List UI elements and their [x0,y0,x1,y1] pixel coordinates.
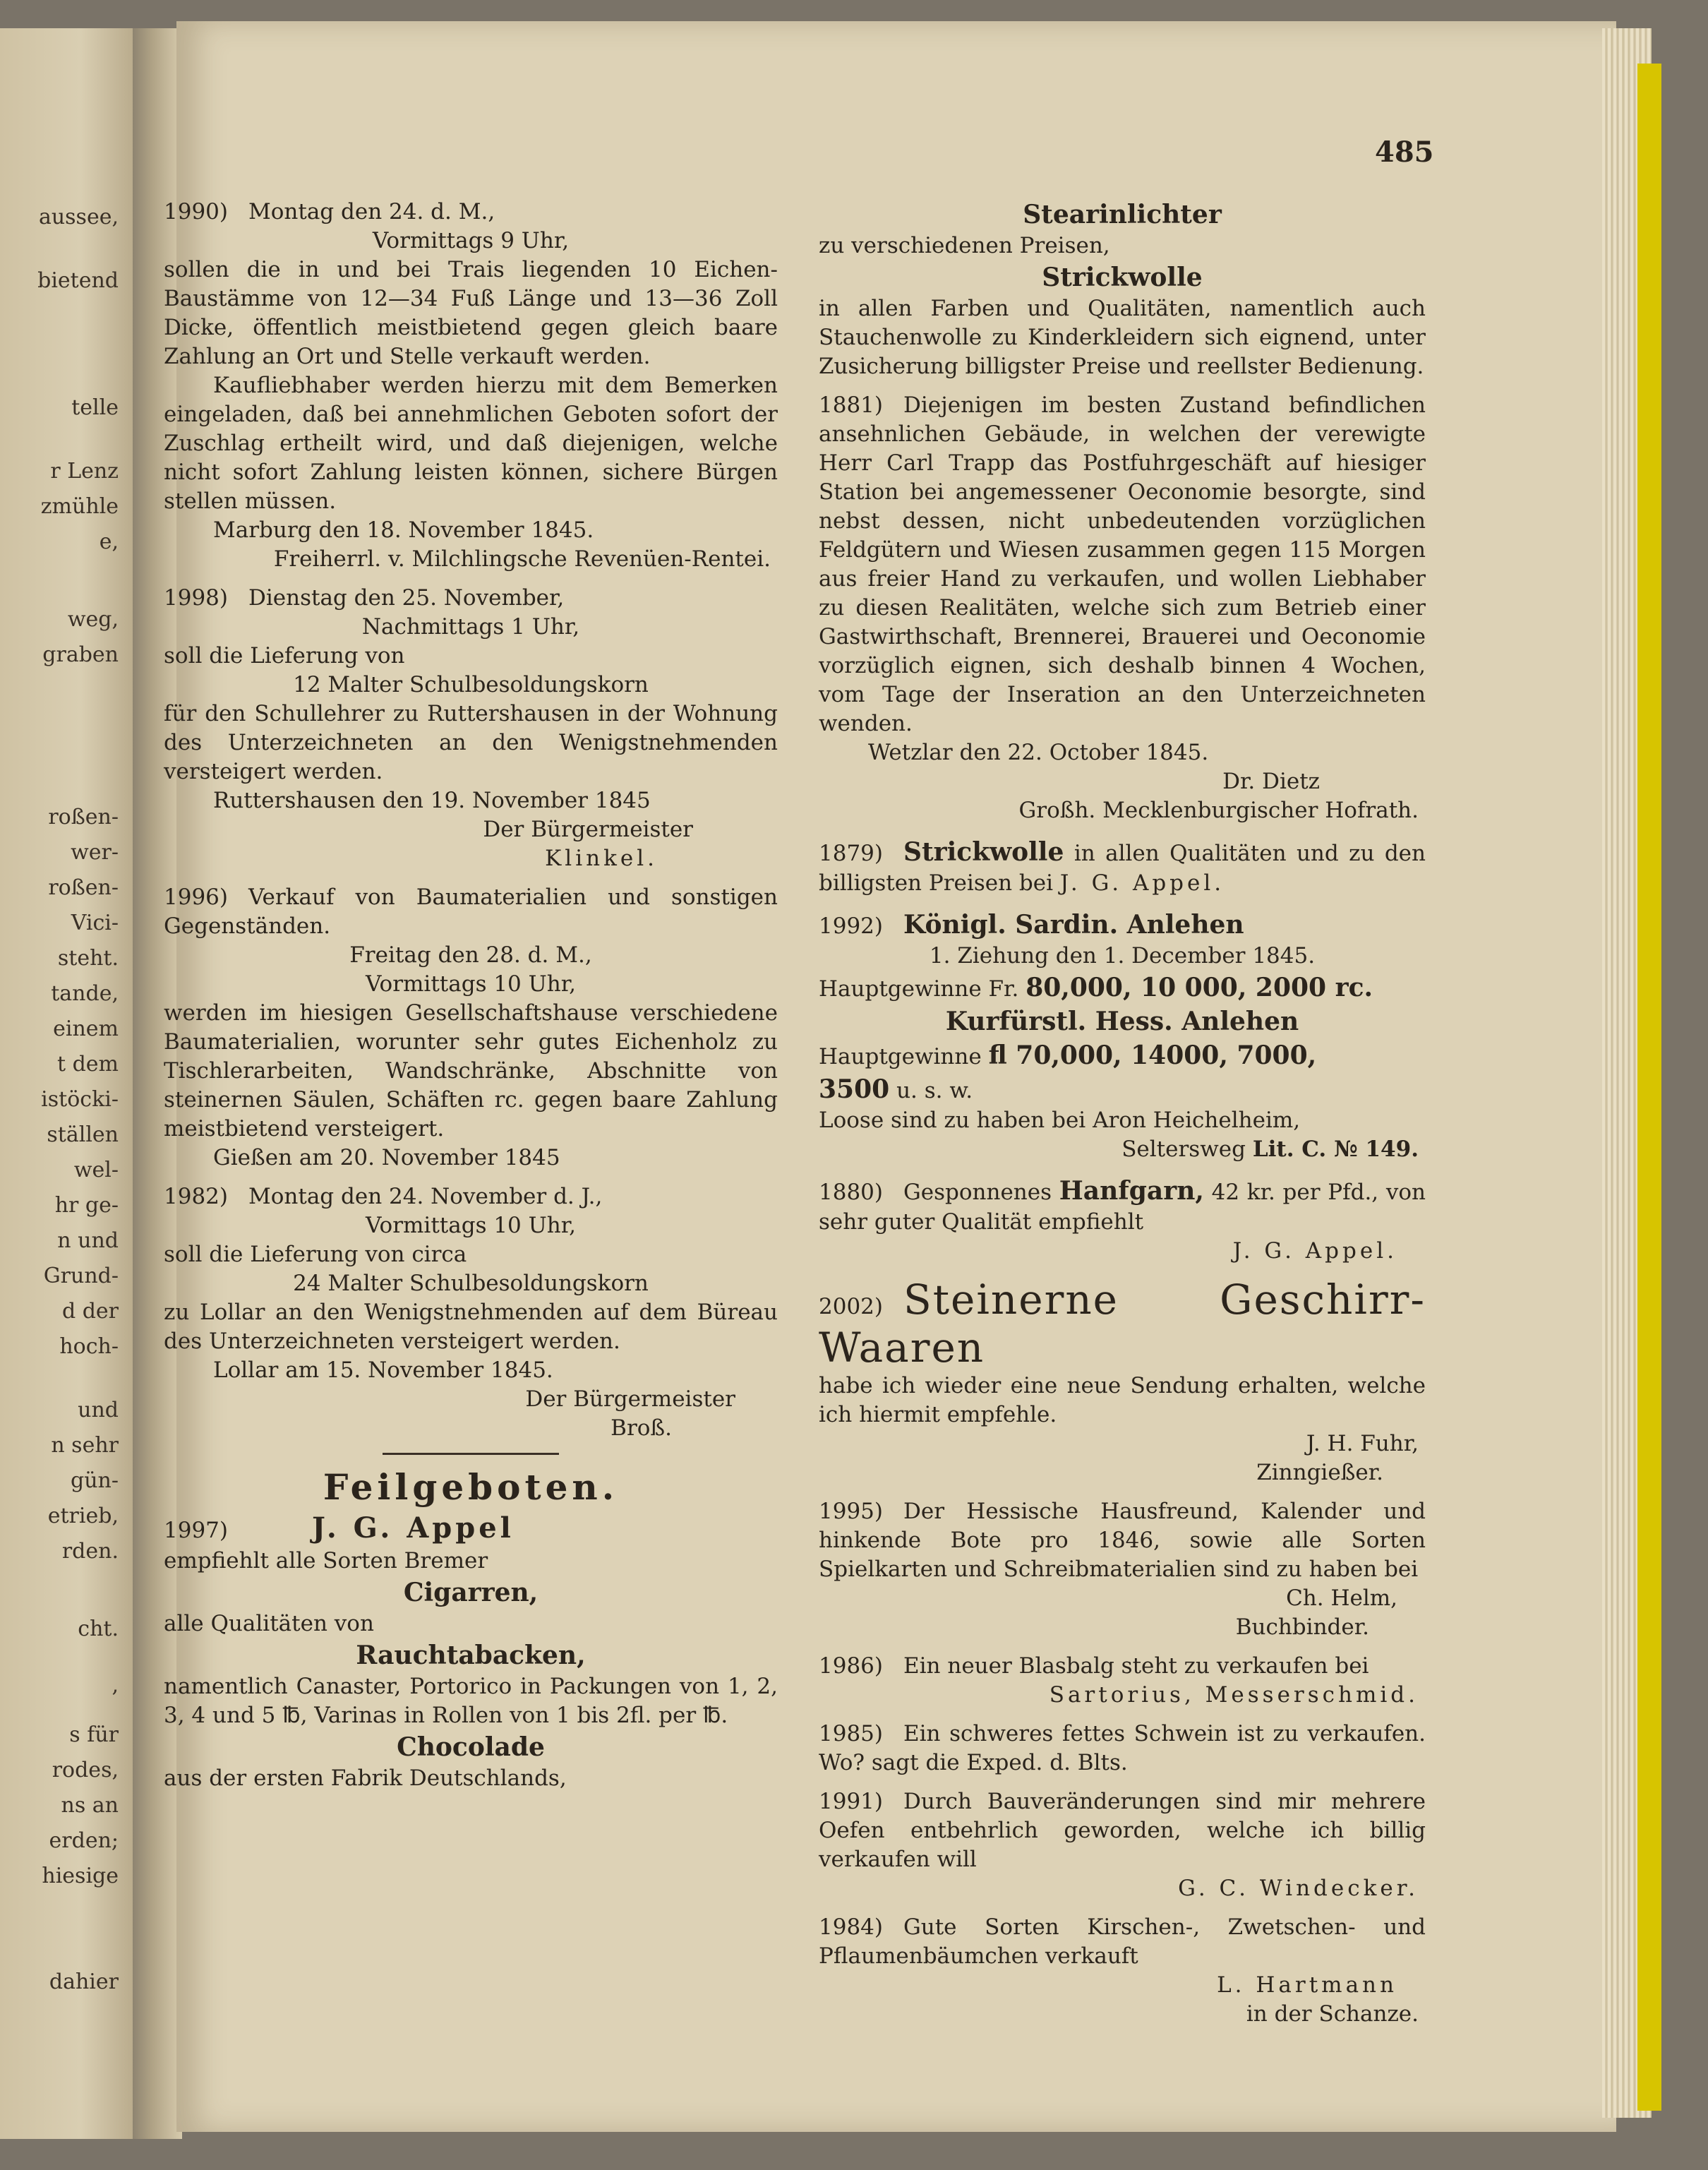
feilgeboten-heading: Feilgeboten. [323,1466,619,1508]
ad-1985: 1985) Ein schweres fettes Schwein ist zu verkaufen. Wo? sagt die Exped. d. Blts. [819,1721,1426,1775]
left-page-text-fragment: n sehr [51,1433,119,1458]
left-page-text-fragment: hiesige [42,1864,119,1888]
ad-1996-header: 1996) Verkauf von Baumaterialien und sonstigen Gegenständen. [164,885,778,939]
left-page-text-fragment: aussee, [38,205,119,229]
left-page-text-fragment: hr ge- [54,1193,119,1218]
left-page-text-fragment: roßen- [48,875,119,900]
ad-2002: 2002) Steinerne Geschirr-Waaren [819,1276,1426,1372]
left-page-text-fragment: e, [99,529,119,554]
left-page-text-fragment: istöcki- [41,1087,119,1112]
left-page-text-fragment: dahier [49,1970,119,1994]
left-page-text-fragment: zmühle [40,494,119,519]
ad-1881: 1881) Diejenigen im besten Zustand befindlichen ansehnlichen Gebäude, in welchen der verewigte Herr Carl Trapp das Postfuhrgeschäft auf hiesiger Station bei angemessener Oeconomie besorgte, sind nebst dessen, nicht unbedeutenden vorzüglichen Feldgütern und Wiesen zusammen gegen 115 Morgen aus freier Hand zu verkaufen, und wollen Liebhaber zu diesen Realitäten, welche sich zum Betrieb einer Gastwirthschaft, Brennerei, Brauerei und Oeconomie vorzüglich eignen, sich deshalb binnen 4 Wochen, vom Tage der Inseration an den Unterzeichneten wenden. [819,392,1426,736]
left-page-text-fragment: s für [69,1722,119,1747]
left-page-text-fragment: gün- [71,1468,119,1493]
left-page-text-fragment: rden. [61,1539,119,1564]
ad-1998-header: 1998) Dienstag den 25. November, [164,585,565,611]
left-page-text-fragment: steht. [57,946,119,971]
ad-1880: 1880) Gesponnenes Hanfgarn, 42 kr. per Pfd., von sehr guter Qualität empfiehlt [819,1176,1426,1235]
left-page-text-fragment: hoch- [59,1334,119,1359]
left-page-text-fragment: bietend [37,268,119,293]
left-page-fragment [0,28,134,2139]
left-page-text-fragment: erden; [49,1828,119,1853]
ad-1879: 1879) Strickwolle in allen Qualitäten und zu den billigsten Preisen bei J. G. Appel. [819,837,1426,896]
right-column: Stearinlichter zu verschiedenen Preisen, Strickwolle in allen Farben und Qualitäten, namentlich auch Stauchenwolle zu Kinderkleidern sich eignend, unter Zusicherung billigster Preise und reellster Bedienung. 1881) Diejenigen im besten Zustand befindlichen ansehnlichen Gebäude, in welchen der verewigte Herr Carl Trapp das Postfuhrgeschäft auf hiesiger Station bei angemessener Oeconomie besorgte, sind nebst dessen, nicht unbedeutenden vorzüglichen Feldgütern und Wiesen zusammen gegen 115 Morgen aus freier Hand zu verkaufen, und wollen Liebhaber zu diesen Realitäten, welche sich zum Betrieb einer Gastwirthschaft, Brennerei, Brauerei und Oeconomie vorzüglich eignen, sich deshalb binnen 4 Wochen, vom Tage der Inseration an den Unterzeichneten wenden. Wetzlar den 22. October 1845. Dr. Dietz Großh. Mecklenburgischer Hofrath. 1879) Strickwolle in allen Qualitäten und zu den billigsten Preisen bei J. G. Appel. 1992) Königl. Sardin. Anlehen 1. Ziehung den 1. December 1845. Hauptgewinne Fr. 80,000, 10 000, 2000 rc. Kurfürstl. Hess. Anlehen Hauptgewinne fl 70,000, 14000, 7000, 3500 u. s. w. Loose sind zu haben bei Aron Heichelheim, Seltersweg Lit. C. № 149. 1880) Gesponnenes Hanfgarn, 42 kr. per Pfd., von sehr guter Qualität empfiehlt J. G. Appel. 2002) Steinerne Geschirr-Waaren habe ich wieder eine neue Sendung erhalten, welche ich hiermit empfehle. J. H. Fuhr, Zinngießer. 1995) Der Hessische Hausfreund, Kalender und hinkende Bote pro 1846, sowie alle Sorten Spielkarten und Schreibmaterialien sind zu haben bei Ch. Helm, Buchbinder. 1986) Ein neuer Blasbalg steht zu verkaufen bei Sartorius, Messerschmid. 1985) Ein schweres fettes Schwein ist zu verkaufen. Wo? sagt die Exped. d. Blts. 1991) Durch Bauveränderungen sind mir mehrere Oefen entbehrlich geworden, welche ich billig verkaufen will G. C. Windecker. 1984) Gute Sorten Kirschen-, Zwetschen- und Pflaumenbäumchen verkauft L. Hartmann in der Schanze. [819,200,1426,2027]
left-page-text-fragment: r Lenz [50,459,119,484]
ad-1982-header: 1982) Montag den 24. November d. J., [164,1184,603,1209]
left-page-text-fragment: etrieb, [47,1504,119,1528]
ad-1997-header: 1997) J. G. Appel [164,1511,515,1545]
section-divider [383,1453,559,1455]
left-page-text-fragment: telle [71,395,119,420]
left-page-text-fragment: ns an [61,1793,119,1818]
left-page-text-fragment: t dem [57,1052,119,1077]
left-page-text-fragment: weg, [67,607,119,632]
book-edge-yellow [1637,64,1661,2111]
page-number: 485 [1375,136,1434,169]
ad-1991: 1991) Durch Bauveränderungen sind mir mehrere Oefen entbehrlich geworden, welche ich billig verkaufen will [819,1789,1426,1872]
left-page-text-fragment: wer- [71,840,119,865]
left-page-text-fragment: ställen [47,1122,119,1147]
ad-1990-header: 1990) Montag den 24. d. M., [164,199,495,224]
left-page-text-fragment: graben [42,642,119,667]
left-page-text-fragment: wel- [73,1158,119,1182]
left-page-text-fragment: und [78,1398,119,1422]
left-page-text-fragment: rodes, [52,1758,119,1782]
left-page-text-fragment: tande, [51,981,119,1006]
left-page-text-fragment: cht. [78,1617,119,1641]
ad-1984: 1984) Gute Sorten Kirschen-, Zwetschen- und Pflaumenbäumchen verkauft [819,1914,1426,1969]
left-page-text-fragment: einem [53,1017,119,1041]
ad-1995: 1995) Der Hessische Hausfreund, Kalender und hinkende Bote pro 1846, sowie alle Sorten Spielkarten und Schreibmaterialien sind zu haben bei [819,1499,1426,1582]
ad-1986: 1986) Ein neuer Blasbalg steht zu verkaufen bei [819,1653,1369,1679]
left-page-text-fragment: Vici- [71,911,119,935]
ad-1992: 1992) Königl. Sardin. Anlehen [819,910,1244,940]
left-page-text-fragment: Grund- [43,1264,119,1288]
left-page-text-fragment: d der [61,1299,119,1324]
left-page-text-fragment: , [112,1673,119,1698]
left-column: 1990) Montag den 24. d. M., Vormittags 9 Uhr, sollen die in und bei Trais liegenden 10 Eichen-Baustämme von 12—34 Fuß Länge und 13—36 Zoll Dicke, öffentlich meistbietend gegen gleich baare Zahlung an Ort und Stelle verkauft werden. Kaufliebhaber werden hierzu mit dem Bemerken eingeladen, daß bei annehmlichen Geboten sofort der Zuschlag ertheilt wird, und daß diejenigen, welche nicht sofort Zahlung leisten können, sichere Bürgen stellen müssen. Marburg den 18. November 1845. Freiherrl. v. Milchlingsche Revenüen-Rentei. 1998) Dienstag den 25. November, Nachmittags 1 Uhr, soll die Lieferung von 12 Malter Schulbesoldungskorn für den Schullehrer zu Ruttershausen in der Wohnung des Unterzeichneten an den Wenigstnehmenden versteigert werden. Ruttershausen den 19. November 1845 Der Bürgermeister Klinkel. 1996) Verkauf von Baumaterialien und sonstigen Gegenständen. Freitag den 28. d. M., Vormittags 10 Uhr, werden im hiesigen Gesellschaftshause verschiedene Baumaterialien, worunter sehr gutes Eichenholz zu Tischlerarbeiten, Wandschränke, Abschnitte von steinernen Säulen, Schäften rc. gegen baare Zahlung meistbietend versteigert. Gießen am 20. November 1845 1982) Montag den 24. November d. J., Vormittags 10 Uhr, soll die Lieferung von circa 24 Malter Schulbesoldungskorn zu Lollar an den Wenigstnehmenden auf dem Büreau des Unterzeichneten versteigert werden. Lollar am 15. November 1845. Der Bürgermeister Broß. Feilgeboten. 1997) J. G. Appel empfiehlt alle Sorten Bremer Cigarren, alle Qualitäten von Rauchtabacken, namentlich Canaster, Portorico in Packungen von 1, 2, 3, 4 und 5 ℔, Varinas in Rollen von 1 bis 2fl. per ℔. Chocolade aus der ersten Fabrik Deutschlands, [164,199,778,1791]
left-page-text-fragment: n und [57,1228,119,1253]
left-page-text-fragment: roßen- [48,805,119,829]
